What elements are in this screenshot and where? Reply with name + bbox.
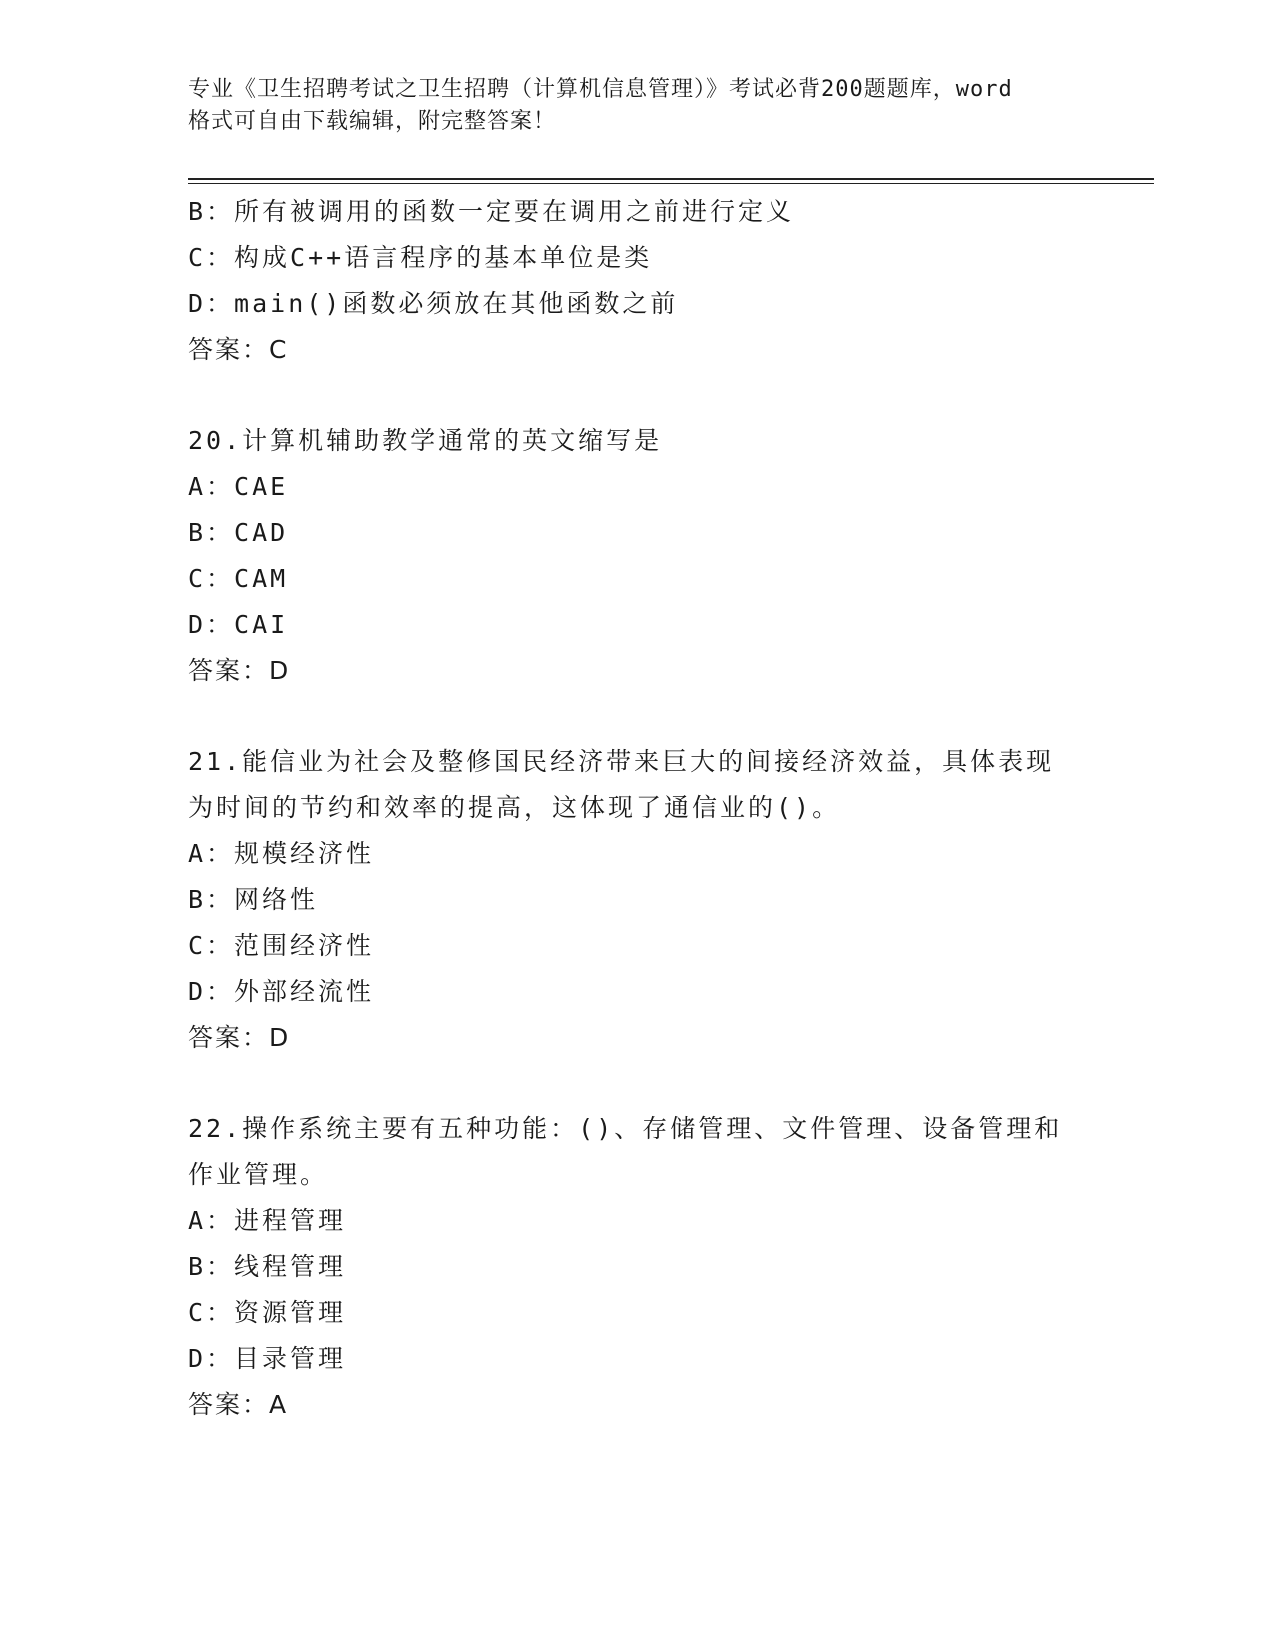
header-line-2: 格式可自由下载编辑，附完整答案！ (188, 109, 557, 134)
spacer (188, 373, 1088, 418)
header-line-1: 专业《卫生招聘考试之卫生招聘（计算机信息管理）》考试必背200题题库，word (188, 77, 1013, 102)
question-22 (188, 1106, 1088, 1428)
option-d: D：外部经流性 (188, 977, 375, 1006)
spacer (188, 694, 1088, 739)
option-a: A：规模经济性 (188, 839, 375, 868)
option-a: A：进程管理 (188, 1206, 347, 1235)
option-c: C：资源管理 (188, 1298, 347, 1327)
option-b: B：网络性 (188, 885, 319, 914)
answer: 答案：D (188, 656, 291, 685)
question-stem-line-1: 21.能信业为社会及整修国民经济带来巨大的间接经济效益，具体表现 (188, 747, 1055, 776)
question-21 (188, 739, 1088, 1061)
question-list (188, 189, 1088, 1428)
option-d: D：main()函数必须放在其他函数之前 (188, 289, 679, 318)
document-header (188, 74, 1088, 138)
option-b: B：CAD (188, 518, 289, 547)
option-b: B：线程管理 (188, 1252, 347, 1281)
option-c: C：构成C++语言程序的基本单位是类 (188, 243, 653, 272)
question-stem-line-1: 22.操作系统主要有五种功能：()、存储管理、文件管理、设备管理和 (188, 1114, 1063, 1143)
option-c: C：范围经济性 (188, 931, 375, 960)
option-d: D：目录管理 (188, 1344, 347, 1373)
question-19 (188, 189, 1088, 373)
header-divider (188, 178, 1154, 184)
question-stem: 20.计算机辅助教学通常的英文缩写是 (188, 426, 663, 455)
question-stem-line-2: 作业管理。 (188, 1160, 329, 1189)
option-b: B：所有被调用的函数一定要在调用之前进行定义 (188, 197, 795, 226)
answer: 答案：C (188, 335, 289, 364)
question-stem-line-2: 为时间的节约和效率的提高，这体现了通信业的()。 (188, 793, 841, 822)
option-a: A：CAE (188, 472, 289, 501)
option-c: C：CAM (188, 564, 289, 593)
answer: 答案：A (188, 1390, 289, 1419)
option-d: D：CAI (188, 610, 289, 639)
question-20 (188, 418, 1088, 694)
spacer (188, 1061, 1088, 1106)
answer: 答案：D (188, 1023, 291, 1052)
